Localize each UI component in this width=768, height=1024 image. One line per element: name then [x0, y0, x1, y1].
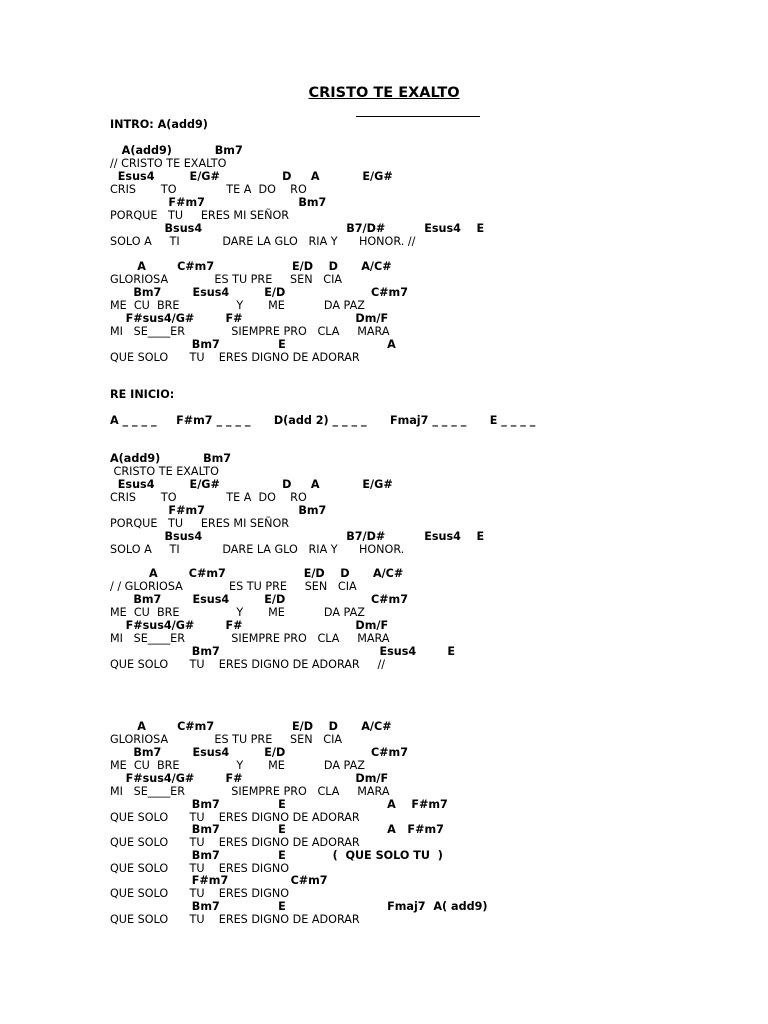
chord-line: F#m7 Bm7 — [110, 504, 327, 517]
lyric-line: QUE SOLO TU ERES DIGNO — [110, 887, 290, 900]
section-heading: RE INICIO: — [110, 388, 175, 401]
lyric-line: ME CU BRE Y ME DA PAZ — [110, 299, 365, 312]
chord-line: F#sus4/G# F# Dm/F — [110, 312, 389, 325]
chord-line: F#m7 Bm7 — [110, 196, 327, 209]
chord-line: Bm7 Esus4 E — [110, 645, 455, 658]
title-underline-rule — [356, 116, 480, 117]
lyric-line: QUE SOLO TU ERES DIGNO DE ADORAR // — [110, 658, 386, 671]
lyric-line: PORQUE TU ERES MI SEÑOR — [110, 517, 290, 530]
chord-line: Bm7 Esus4 E/D C#m7 — [110, 286, 408, 299]
chord-line: Bm7 E ( QUE SOLO TU ) — [110, 849, 443, 862]
lyric-line: ME CU BRE Y ME DA PAZ — [110, 759, 365, 772]
chord-line: F#sus4/G# F# Dm/F — [110, 619, 389, 632]
lyric-line: ME CU BRE Y ME DA PAZ — [110, 606, 365, 619]
lyric-line: QUE SOLO TU ERES DIGNO DE ADORAR — [110, 913, 360, 926]
chord-line: Bm7 E A — [110, 338, 396, 351]
lyric-line: GLORIOSA ES TU PRE SEN CIA — [110, 733, 343, 746]
lyric-line: QUE SOLO TU ERES DIGNO DE ADORAR — [110, 811, 360, 824]
chord-line: Bm7 Esus4 E/D C#m7 — [110, 746, 408, 759]
lyric-line: // CRISTO TE EXALTO — [110, 157, 227, 170]
chord-line: F#m7 C#m7 — [110, 874, 328, 887]
chord-line: Bsus4 B7/D# Esus4 E — [110, 222, 485, 235]
lyric-line: SOLO A TI DARE LA GLO RIA Y HONOR. — [110, 543, 405, 556]
chord-line: Bm7 Esus4 E/D C#m7 — [110, 593, 408, 606]
chord-line: A(add9) Bm7 — [110, 452, 232, 465]
page-title: CRISTO TE EXALTO — [308, 85, 460, 101]
lyric-line: QUE SOLO TU ERES DIGNO DE ADORAR — [110, 351, 360, 364]
lyric-line: MI SE____ER SIEMPRE PRO CLA MARA — [110, 785, 390, 798]
chord-line: A C#m7 E/D D A/C# — [110, 260, 392, 273]
lyric-line: QUE SOLO TU ERES DIGNO — [110, 862, 290, 875]
chord-line: Bsus4 B7/D# Esus4 E — [110, 530, 485, 543]
chord-line: F#sus4/G# F# Dm/F — [110, 772, 389, 785]
chord-line: A C#m7 E/D D A/C# — [110, 567, 404, 580]
lyric-line: CRISTO TE EXALTO — [110, 465, 219, 478]
lyric-line: GLORIOSA ES TU PRE SEN CIA — [110, 273, 343, 286]
lyric-line: / / GLORIOSA ES TU PRE SEN CIA — [110, 580, 357, 593]
chord-line: Esus4 E/G# D A E/G# — [110, 478, 393, 491]
lyric-line: PORQUE TU ERES MI SEÑOR — [110, 209, 290, 222]
chord-line: Esus4 E/G# D A E/G# — [110, 170, 393, 183]
section-heading: A _ _ _ _ F#m7 _ _ _ _ D(add 2) _ _ _ _ Fmaj7 _ _ _ _ E _ _ _ _ — [110, 414, 536, 427]
lyric-line: SOLO A TI DARE LA GLO RIA Y HONOR. // — [110, 235, 416, 248]
lyric-line: QUE SOLO TU ERES DIGNO DE ADORAR — [110, 836, 360, 849]
chord-line: Bm7 E A F#m7 — [110, 798, 448, 811]
lyric-line: CRIS TO TE A DO RO — [110, 183, 307, 196]
chord-line: Bm7 E Fmaj7 A( add9) — [110, 900, 488, 913]
chord-line: Bm7 E A F#m7 — [110, 823, 444, 836]
lyric-line: MI SE____ER SIEMPRE PRO CLA MARA — [110, 325, 390, 338]
lyric-line: CRIS TO TE A DO RO — [110, 491, 307, 504]
section-heading: INTRO: A(add9) — [110, 118, 208, 131]
lyric-line: MI SE____ER SIEMPRE PRO CLA MARA — [110, 632, 390, 645]
chord-line: A C#m7 E/D D A/C# — [110, 720, 392, 733]
chord-line: A(add9) Bm7 — [110, 144, 243, 157]
